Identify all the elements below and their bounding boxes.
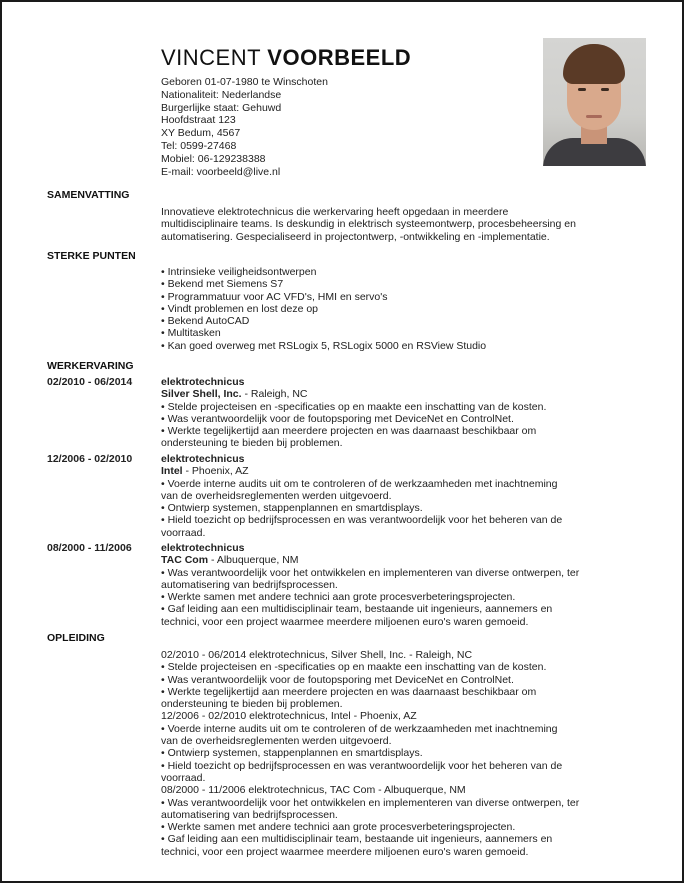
education-line: 12/2006 - 02/2010 elektrotechnicus, Intel - Phoenix, AZ bbox=[161, 710, 417, 723]
strength-item: • Programmatuur voor AC VFD's, HMI en servo's bbox=[161, 290, 388, 303]
job-line: • Stelde projecteisen en -specificaties op en maakte een inschatting van de kosten. bbox=[161, 400, 547, 413]
company-location: - Albuquerque, NM bbox=[208, 554, 299, 567]
strength-item: • Bekend met Siemens S7 bbox=[161, 278, 284, 291]
profile-photo bbox=[543, 38, 646, 166]
first-name: VINCENT bbox=[161, 45, 261, 70]
last-name: VOORBEELD bbox=[267, 45, 412, 70]
job-line: automatisering van bedrijfsprocessen. bbox=[161, 578, 338, 591]
job-line: • Gaf leiding aan een multidisciplinair team, bestaande uit ingenieurs, aannemers en bbox=[161, 603, 553, 616]
job-company bbox=[161, 465, 641, 477]
strength-item: • Multitasken bbox=[161, 327, 221, 340]
summary-line: multidisciplinaire teams. Is deskundig in elektrisch systeemontwerp, procesbeheersing en bbox=[161, 218, 576, 231]
education-line: • Was verantwoordelijk voor het ontwikkelen en implementeren van diverse ontwerpen, ter bbox=[161, 796, 580, 809]
education-line: automatisering van bedrijfsprocessen. bbox=[161, 808, 338, 821]
strengths-list bbox=[161, 266, 641, 352]
job-line: technici, voor een project waarmee meerdere miljoenen euro's waren gemoeid. bbox=[161, 615, 529, 628]
strength-item: • Vindt problemen en lost deze op bbox=[161, 302, 319, 315]
street-address: Hoofdstraat 123 bbox=[161, 114, 236, 127]
company-name: Intel bbox=[161, 465, 183, 478]
education-line: • Werkte samen met andere technici aan grote procesverbeteringsprojecten. bbox=[161, 821, 516, 834]
strength-item: • Intrinsieke veiligheidsontwerpen bbox=[161, 266, 317, 278]
education-line: • Hield toezicht op bedrijfsprocessen en was verantwoordelijk voor het beheren van de bbox=[161, 759, 563, 772]
resume-header bbox=[161, 46, 531, 178]
section-title-experience: WERKERVARING bbox=[47, 360, 134, 372]
summary-line: Innovatieve elektrotechnicus die werkervaring heeft opgedaan in meerdere bbox=[161, 206, 509, 218]
birth-info: Geboren 01-07-1980 te Winschoten bbox=[161, 76, 328, 88]
education-line: • Gaf leiding aan een multidisciplinair team, bestaande uit ingenieurs, aannemers en bbox=[161, 833, 553, 846]
job-line: • Was verantwoordelijk voor het ontwikkelen en implementeren van diverse ontwerpen, ter bbox=[161, 566, 580, 579]
job-line: • Hield toezicht op bedrijfsprocessen en was verantwoordelijk voor het beheren van de bbox=[161, 514, 563, 527]
job-dates: 08/2000 - 11/2006 bbox=[47, 542, 132, 554]
job-company bbox=[161, 388, 641, 400]
job-line: • Werkte tegelijkertijd aan meerdere projecten en was daarnaast beschikbaar om bbox=[161, 425, 537, 438]
education-line: 08/2000 - 11/2006 elektrotechnicus, TAC Com - Albuquerque, NM bbox=[161, 784, 466, 797]
nationality: Nationaliteit: Nederlandse bbox=[161, 88, 282, 101]
company-location: - Phoenix, AZ bbox=[182, 465, 249, 478]
job-line: • Was verantwoordelijk voor de foutopsporing met DeviceNet en ControlNet. bbox=[161, 412, 514, 425]
job-line: • Ontwierp systemen, stappenplannen en smartdisplays. bbox=[161, 502, 423, 515]
education-line: • Was verantwoordelijk voor de foutopsporing met DeviceNet en ControlNet. bbox=[161, 673, 514, 686]
section-title-strengths: STERKE PUNTEN bbox=[47, 250, 136, 262]
mobile: Mobiel: 06-129238388 bbox=[161, 152, 266, 165]
summary-text bbox=[161, 206, 641, 243]
company-name: TAC Com bbox=[161, 554, 209, 567]
job-company bbox=[161, 554, 641, 566]
section-title-education: OPLEIDING bbox=[47, 632, 105, 644]
person-name bbox=[161, 46, 531, 70]
job-line: ondersteuning te bieden bij problemen. bbox=[161, 437, 343, 450]
education-line: • Stelde projecteisen en -specificaties op en maakte een inschatting van de kosten. bbox=[161, 661, 547, 674]
job-body bbox=[161, 376, 641, 450]
strength-item: • Bekend AutoCAD bbox=[161, 315, 250, 328]
summary-line: automatisering. Gespecialiseerd in projectontwerp, -ontwikkeling en -implementatie. bbox=[161, 230, 550, 243]
company-location: - Raleigh, NC bbox=[241, 388, 308, 401]
education-line: technici, voor een project waarmee meerdere miljoenen euro's waren gemoeid. bbox=[161, 845, 529, 858]
job-line: • Voerde interne audits uit om te controleren of de werkzaamheden met inachtneming bbox=[161, 477, 558, 490]
job-title: elektrotechnicus bbox=[161, 376, 245, 388]
education-line: van de overheidsreglementen werden uitgevoerd. bbox=[161, 735, 392, 748]
job-title: elektrotechnicus bbox=[161, 542, 245, 554]
education-line: • Ontwierp systemen, stappenplannen en smartdisplays. bbox=[161, 747, 423, 760]
section-title-summary: SAMENVATTING bbox=[47, 189, 130, 201]
strength-item: • Kan goed overweg met RSLogix 5, RSLogix 5000 en RSView Studio bbox=[161, 339, 487, 352]
education-text bbox=[161, 649, 641, 858]
job-dates: 12/2006 - 02/2010 bbox=[47, 453, 133, 465]
phone: Tel: 0599-27468 bbox=[161, 139, 237, 152]
job-dates: 02/2010 - 06/2014 bbox=[47, 376, 133, 388]
company-name: Silver Shell, Inc. bbox=[161, 388, 242, 401]
job-body bbox=[161, 453, 641, 539]
job-line: • Werkte samen met andere technici aan grote procesverbeteringsprojecten. bbox=[161, 591, 516, 604]
contact-details bbox=[161, 76, 531, 178]
education-line: voorraad. bbox=[161, 771, 206, 784]
education-line: ondersteuning te bieden bij problemen. bbox=[161, 698, 343, 711]
marital-status: Burgerlijke staat: Gehuwd bbox=[161, 101, 282, 114]
job-line: van de overheidsreglementen werden uitgevoerd. bbox=[161, 489, 392, 502]
education-line: 02/2010 - 06/2014 elektrotechnicus, Silver Shell, Inc. - Raleigh, NC bbox=[161, 649, 473, 661]
job-body bbox=[161, 542, 641, 628]
postal-city: XY Bedum, 4567 bbox=[161, 127, 241, 140]
email: E-mail: voorbeeld@live.nl bbox=[161, 165, 281, 178]
job-line: voorraad. bbox=[161, 526, 206, 539]
education-line: • Werkte tegelijkertijd aan meerdere projecten en was daarnaast beschikbaar om bbox=[161, 685, 537, 698]
education-line: • Voerde interne audits uit om te controleren of de werkzaamheden met inachtneming bbox=[161, 722, 558, 735]
job-title: elektrotechnicus bbox=[161, 453, 245, 465]
